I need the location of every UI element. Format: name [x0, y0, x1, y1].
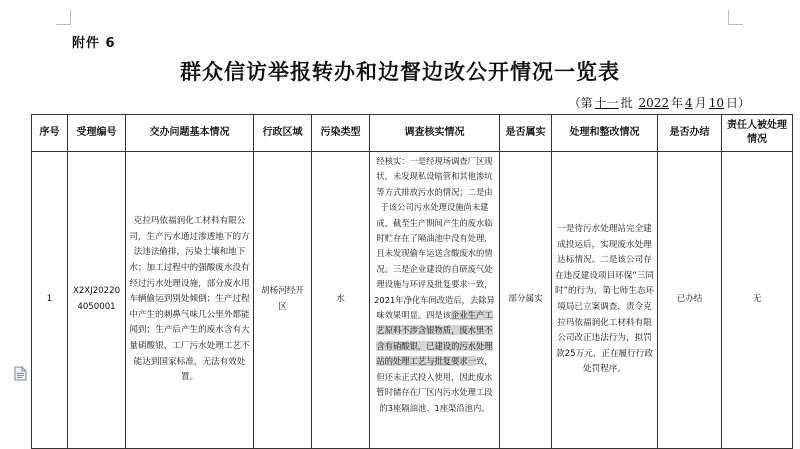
header-region: 行政区域 — [254, 115, 312, 152]
header-problem: 交办问题基本情况 — [126, 115, 254, 152]
petition-table — [31, 114, 793, 449]
investigation-text-part1: 经核实：一是经现场调查厂区现状，未发现私设暗管和其他渗坑等方式排放污水的情况；二是由于该公司污水处理设施尚未建成，截至生产期间产生的废水临时贮存在了隔油池中没有处理，且未发现偷车运送含酸废水的情况。三是企业建设的自研废气处理设施与环评及批复要求一致，2021年净化车间改造后，去除异味效果明显。四是该 — [374, 156, 495, 321]
cell-closed: 已办结 — [658, 152, 722, 449]
table-header-row — [32, 115, 793, 152]
month-word: 月 — [694, 96, 707, 110]
investigation-text-highlighted: 企业生产工艺原料不涉含银物质，废水里不含有硝酸银，已建设的污水处理站的处理工艺与批复要求一 — [376, 310, 493, 367]
cell-index: 1 — [32, 152, 68, 449]
batch-date-line — [569, 94, 750, 111]
cell-handling: 一是待污水处理站完全建成投运后，实现废水处理达标情况。二是该公司存在违反建设项目环保“三同时”的行为，第七师生态环境局已立案调查，责令克拉玛依福润化工材料有限公司改正违法行为，拟罚款25万元，正在履行行政处罚程序。 — [552, 152, 658, 449]
header-index: 序号 — [32, 115, 68, 152]
crop-mark-top-left — [56, 10, 71, 25]
batch-day: 10 — [708, 96, 724, 110]
attachment-label: 附件 6 — [72, 36, 116, 51]
batch-word: 批 — [620, 96, 633, 110]
cell-case-no: X2XJ202204050001 — [68, 152, 126, 449]
batch-number: 十一 — [594, 96, 619, 110]
cell-pollution: 水 — [312, 152, 370, 449]
cell-verified: 部分属实 — [500, 152, 552, 449]
cell-problem: 克拉玛依福润化工材料有限公司，生产污水通过渗透地下的方法违法偷排，污染土壤和地下水；加工过程中的强酸废水没有经过污水处理设施，部分废水用车辆偷运到别处倾倒；生产过程中产生的刺鼻气味几公里外都能闻到；生产后产生的废水含有大量硝酸银，工厂污水处理工艺不能达到国家标准，无法有效处置。 — [126, 152, 254, 449]
file-icon[interactable] — [14, 366, 27, 381]
header-case-no: 受理编号 — [68, 115, 126, 152]
header-pollution: 污染类型 — [312, 115, 370, 152]
year-word: 年 — [671, 96, 684, 110]
batch-month: 4 — [685, 96, 693, 110]
header-accountability: 责任人被处理情况 — [722, 115, 793, 152]
investigation-text-part2: 致，但还未正式投入使用，因此废水暂时储存在厂区内污水处理工段的3座隔油池、1座渠沿池内。 — [376, 356, 493, 413]
header-handling: 处理和整改情况 — [552, 115, 658, 152]
batch-suffix: 日） — [725, 96, 750, 110]
table-row — [32, 152, 793, 449]
batch-year: 2022 — [638, 96, 670, 110]
batch-prefix: （第 — [568, 96, 593, 110]
header-investigation: 调查核实情况 — [370, 115, 500, 152]
document-title: 群众信访举报转办和边督边改公开情况一览表 — [180, 59, 620, 84]
crop-mark-top-right — [728, 10, 743, 25]
cell-investigation — [370, 152, 500, 449]
cell-accountability: 无 — [722, 152, 793, 449]
header-closed: 是否办结 — [658, 115, 722, 152]
cell-region: 胡杨河经开区 — [254, 152, 312, 449]
header-verified: 是否属实 — [500, 115, 552, 152]
